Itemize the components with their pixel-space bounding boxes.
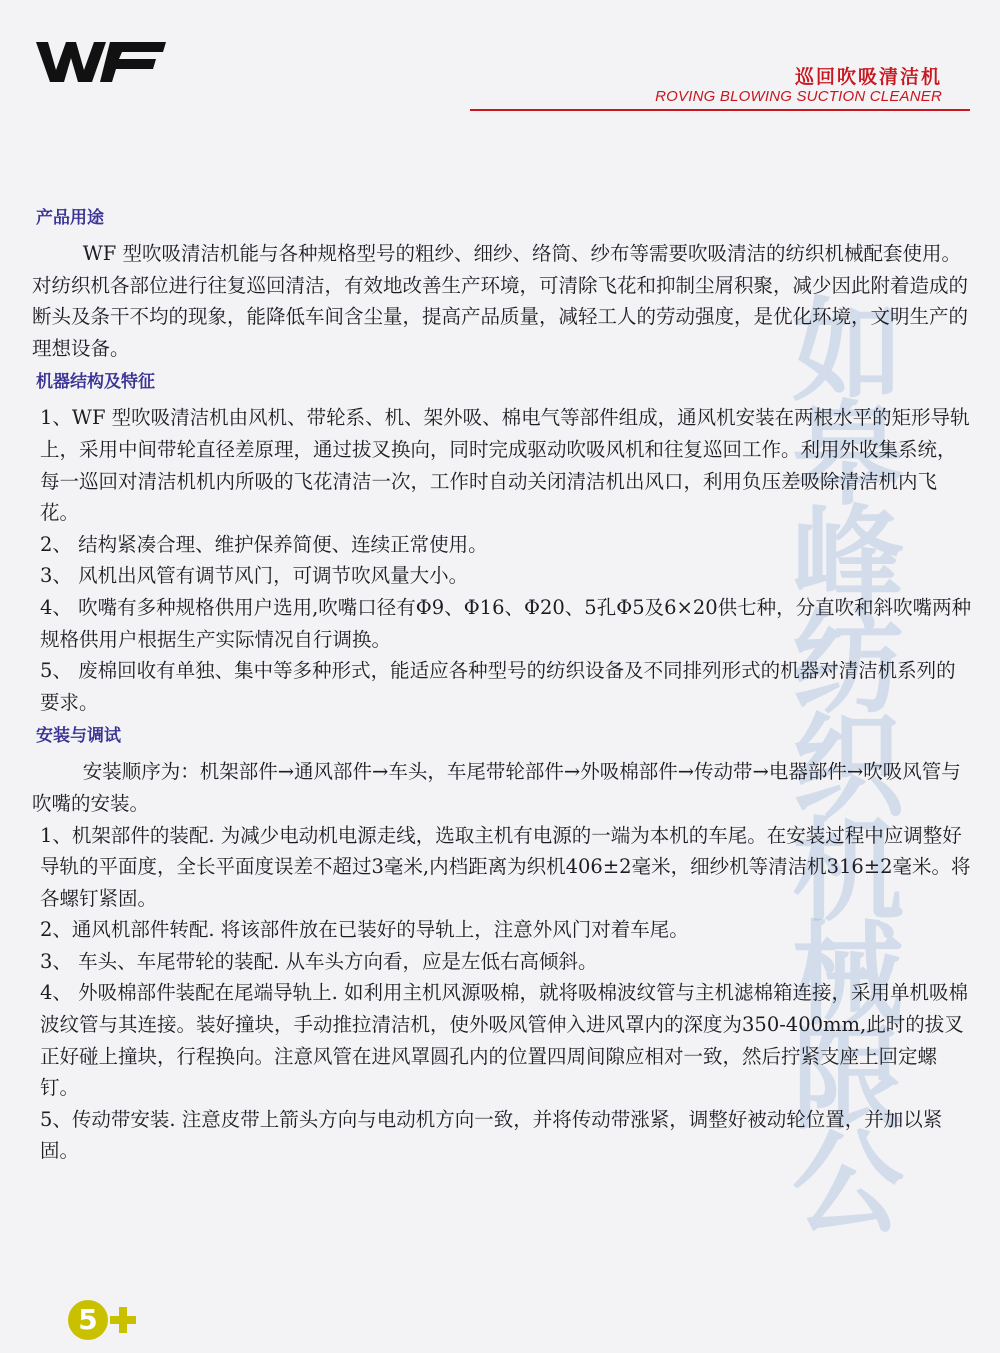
- watermark-char: 械: [792, 911, 904, 1041]
- watermark-char: 织: [792, 703, 904, 833]
- install-item-4: 4、 外吸棉部件装配在尾端导轨上. 如利用主机风源吸棉，就将吸棉波纹管与主机滤棉箱连接，采用单机吸棉波纹管与其连接。装好撞块，手动推拉清洁机，使外吸风管伸入进风罩内的深度为350-400mm,此时的拔叉正好碰上撞块，行程换向。注意风管在进风罩圆孔内的位置四周间隙应相对一致，然后拧紧支座上回定螺钉。: [40, 981, 969, 1100]
- page-number: 5: [78, 1303, 98, 1336]
- install-item-2: 2、通风机部件转配. 将该部件放在已装好的导轨上，注意外风门对着车尾。: [40, 918, 689, 942]
- product-title-en: ROVING BLOWING SUCTION CLEANER: [655, 88, 942, 105]
- page-number-badge: [66, 1296, 146, 1344]
- watermark-char: 机: [792, 807, 904, 937]
- watermark-char: 公: [792, 1119, 904, 1249]
- watermark-char: 皋: [792, 391, 904, 521]
- watermark-char: 纺: [792, 599, 904, 729]
- header-divider: [470, 109, 970, 111]
- structure-item-2: 2、 结构紧凑合理、维护保养简便、连续正常使用。: [40, 532, 488, 556]
- install-item-3: 3、 车头、车尾带轮的装配. 从车头方向看，应是左低右高倾斜。: [40, 949, 598, 973]
- section-heading-purpose: 产品用途: [36, 208, 104, 228]
- watermark-char: 峰: [792, 495, 904, 625]
- structure-item-4: 4、 吹嘴有多种规格供用户选用,吹嘴口径有Φ9、Φ16、Φ20、5孔Φ5及6×20供七种，分直吹和斜吹嘴两种规格供用户根据生产实际情况自行调换。: [40, 595, 972, 651]
- document-body: [32, 200, 972, 1167]
- structure-item-3: 3、 风机出风管有调节风门，可调节吹风量大小。: [40, 564, 469, 588]
- purpose-paragraph: WF 型吹吸清洁机能与各种规格型号的粗纱、细纱、络筒、纱布等需要吹吸清洁的纺织机械配套使用。对纺织机各部位进行往复巡回清洁，有效地改善生产环境，可清除飞花和抑制尘屑积聚，减少因此附着造成的断头及条干不均的现象，能降低车间含尘量，提高产品质量，减轻工人的劳动强度，是优化环境，文明生产的理想设备。: [32, 242, 969, 360]
- install-item-5: 5、传动带安装. 注意皮带上箭头方向与电动机方向一致，并将传动带涨紧，调整好被动轮位置，并加以紧固。: [40, 1107, 943, 1163]
- section-heading-install: 安装与调试: [36, 726, 121, 747]
- structure-item-1: 1、WF 型吹吸清洁机由风机、带轮系、机、架外吸、棉电气等部件组成，通风机安装在两根水平的矩形导轨上，采用中间带轮直径差原理，通过拔叉换向，同时完成驱动吹吸风机和往复巡回工作。利用外收集系统，每一巡回对清洁机机内所吸的飞花清洁一次，工作时自动关闭清洁机出风口，利用负压差吸除清洁机内飞花。: [40, 406, 970, 525]
- product-title-cn: 巡回吹吸清洁机: [794, 66, 942, 88]
- watermark-char: 限: [792, 1015, 904, 1145]
- install-item-1: 1、机架部件的装配. 为减少电动机电源走线，选取主机有电源的一端为本机的车尾。在安装过程中应调整好导轨的平面度，全长平面度误差不超过3毫米,内档距离为织机406±2毫米，细纱机等清洁机316±2毫米。将各螺钉紧固。: [40, 823, 971, 910]
- watermark-char: 如: [792, 287, 904, 417]
- wf-logo: [30, 30, 170, 90]
- install-intro: 安装顺序为：机架部件→通风部件→车头，车尾带轮部件→外吸棉部件→传动带→电器部件→吹吸风管与吹嘴的安装。: [32, 760, 961, 815]
- section-heading-structure: 机器结构及特征: [36, 372, 155, 393]
- structure-item-5: 5、 废棉回收有单独、集中等多种形式，能适应各种型号的纺织设备及不同排列形式的机器对清洁机系列的要求。: [40, 659, 956, 714]
